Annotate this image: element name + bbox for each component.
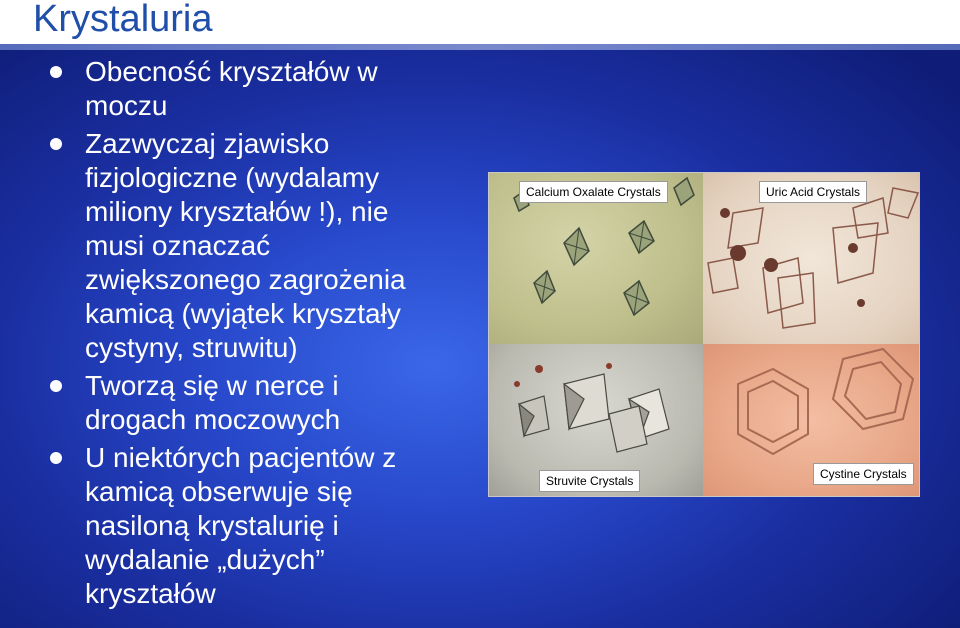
cystine-panel [703,344,920,497]
bullet-item [50,441,440,611]
bullet-dot-icon [50,452,62,464]
bullet-text: Obecność kryształów w moczu [85,56,378,121]
cystine-label: Cystine Crystals [813,463,914,485]
bullet-item [50,369,440,437]
struvite-label: Struvite Crystals [539,470,640,492]
calcium-oxalate-label: Calcium Oxalate Crystals [519,181,668,203]
uric-acid-label: Uric Acid Crystals [759,181,867,203]
bullet-dot-icon [50,380,62,392]
bullet-text: Zazwyczaj zjawisko fizjologiczne (wydalamy miliony kryształów !), nie musi oznaczać zwiększonego zagrożenia kamicą (wyjątek kryształy cystyny, struwitu) [85,128,406,363]
calcium-oxalate-panel [489,173,703,344]
bullet-text: Tworzą się w nerce i drogach moczowych [85,370,341,435]
crystal-micrographs-figure [488,172,920,497]
bullet-item [50,127,440,365]
bullet-dot-icon [50,138,62,150]
decorative-band [0,44,960,50]
bullet-item [50,55,440,123]
uric-acid-panel [703,173,920,344]
struvite-panel [489,344,703,497]
slide-title: Krystaluria [33,0,213,40]
bullet-dot-icon [50,66,62,78]
bullet-list [50,55,440,615]
bullet-text: U niektórych pacjentów z kamicą obserwuje się nasiloną krystalurię i wydalanie „dużych” kryształów [85,442,397,609]
